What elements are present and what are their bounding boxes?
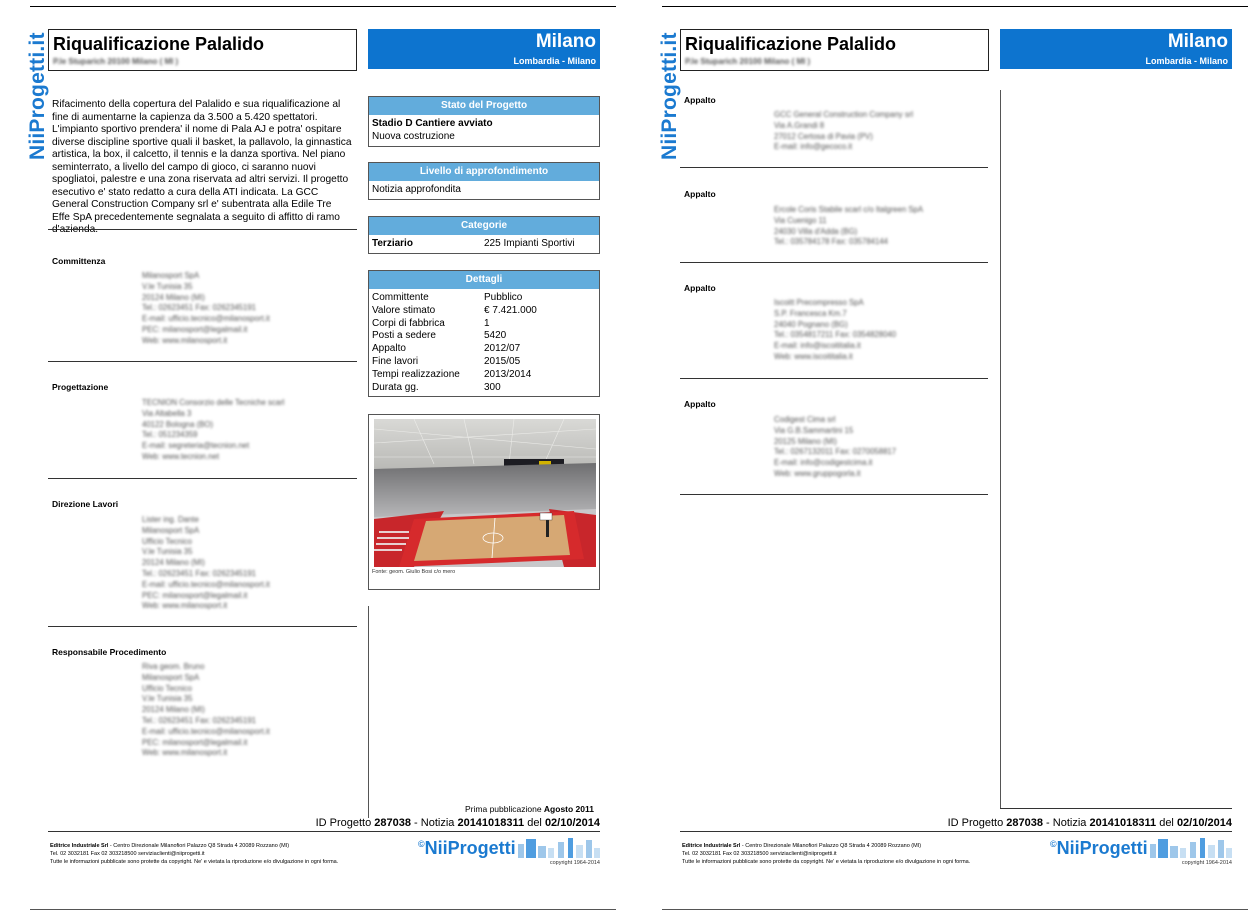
title-box xyxy=(680,29,989,71)
role-details: Iscoitt Precompresso SpA S.P. Francesca Km.7 24040 Pognano (BG) Tel.: 0354817211 Fax: 0354828040 E-mail: info@iscoititalia.it Web: www.iscoititalia.it xyxy=(774,298,897,361)
vertical-logo: NiiProgetti.it xyxy=(658,32,681,160)
dettagli-row xyxy=(372,305,596,318)
dettagli-key: Appalto xyxy=(372,343,406,355)
dettagli-value: € 7.421.000 xyxy=(484,304,537,316)
role-heading: Appalto xyxy=(684,283,716,293)
city-box xyxy=(1000,29,1232,69)
dettagli-value: 5420 xyxy=(484,330,507,342)
footer-logo: ©NiiProgetti copyright 1964-2014 xyxy=(1050,838,1232,866)
dettagli-value: 1 xyxy=(484,317,490,329)
role-heading: Committenza xyxy=(52,256,106,266)
role-heading: Appalto xyxy=(684,399,716,409)
role-details: Lister ing. Dante Milanosport SpA Ufficio Tecnico V.le Tunisia 35 20124 Milano (MI) Tel.: 02623451 Fax: 0262345191 E-mail: ufficio.tecnico@milanosport.it PEC: milanosport@legalmail.it Web: www.milanosport.it xyxy=(142,515,270,611)
panel-header: Dettagli xyxy=(369,271,599,289)
role-heading: Appalto xyxy=(684,189,716,199)
divider xyxy=(680,167,988,168)
dettagli-value: 2015/05 xyxy=(484,355,521,367)
project-address: P.le Stuparich 20100 Milano ( MI ) xyxy=(685,57,811,66)
role-details: Riva geom. Bruno Milanosport SpA Ufficio Tecnico V.le Tunisia 35 20124 Milano (MI) Tel.: 02623451 Fax: 0262345191 E-mail: ufficio.tecnico@milanosport.it PEC: milanosport@legalmail.it Web: www.milanosport.it xyxy=(142,662,270,758)
role-details: Milanosport SpA V.le Tunisia 35 20124 Milano (MI) Tel.: 02623451 Fax: 0262345191 E-mail: ufficio.tecnico@milanosport.it PEC: milanosport@legalmail.it Web: www.milanosport.it xyxy=(142,271,270,345)
stato-type: Nuova costruzione xyxy=(372,130,455,142)
column-rule xyxy=(1000,90,1001,808)
dettagli-row xyxy=(372,343,596,356)
column-rule xyxy=(368,606,369,818)
region-name: Lombardia - Milano xyxy=(1145,56,1228,66)
skyline-icon xyxy=(1150,836,1232,858)
dettagli-value: 2013/2014 xyxy=(484,368,532,380)
divider xyxy=(680,378,988,379)
categorie-panel xyxy=(368,216,600,254)
categoria-value: 225 Impianti Sportivi xyxy=(484,238,575,249)
role-details: TECNION Consorzio delle Tecniche scarl Via Altabella 3 40122 Bologna (BO) Tel.: 051234359 E-mail: segreteria@tecnion.net Web: www.tecnion.net xyxy=(142,398,285,461)
footer-info: Editrice Industriale Srl - Centro Direzionale Milanofiori Palazzo Q8 Strada 4 20089 Rozzano (MI) Tel. 02 3032181 Fax 02 303218500 serviziaclienti@niiprogetti.it Tutte le informazioni pubblicate sono protette da copyright. Ne' e vietata la riproduzione e/o divulgazione in ogni forma. xyxy=(50,843,339,865)
bottom-rule xyxy=(662,909,1248,910)
role-heading: Responsabile Procedimento xyxy=(52,647,167,657)
divider xyxy=(680,494,988,495)
livello-panel xyxy=(368,162,600,200)
arena-image xyxy=(374,419,596,567)
city-name: Milano xyxy=(1167,31,1228,52)
dettagli-key: Valore stimato xyxy=(372,304,436,316)
role-heading: Progettazione xyxy=(52,382,109,392)
vertical-logo: NiiProgetti.it xyxy=(26,32,49,160)
categoria-key: Terziario xyxy=(372,238,413,249)
dettagli-key: Corpi di fabbrica xyxy=(372,317,445,329)
dettagli-row xyxy=(372,356,596,369)
project-id-line: ID Progetto 287038 - Notizia 20141018311 del 02/10/2014 xyxy=(947,817,1232,829)
project-description: Rifacimento della copertura del Palalido e sua riqualificazione al fine di aumentarne la capienza da 3.500 a 5.420 spettatori. L'impianto sportivo prendera' il nome di Pala AJ e potra' ospitare diverse discipline sportive quali il basket, la pallavolo, la ginnastica artistica, la box, il calcetto, il tennis e la danza sportiva. Nel piano seminterrato, a livello del campo di gioco, ci saranno nuovi spogliatoi, palestre e una zona riservata ad altri servizi. Il progetto esecutivo e' stato redatto a cura della ATI indicata. La GCC General Construction Company srl e' subentrata alla Edile Tre Effe SpA precedentemente segnalata a seguito di affitto di ramo d'azienda. xyxy=(52,99,352,235)
top-rule xyxy=(30,6,616,7)
panel-header: Stato del Progetto xyxy=(369,97,599,115)
dettagli-key: Posti a sedere xyxy=(372,330,436,342)
photo-caption: Fonte: geom. Giulio Bosi c/o mero xyxy=(372,569,456,575)
role-heading: Direzione Lavori xyxy=(52,499,119,509)
dettagli-row xyxy=(372,292,596,305)
divider xyxy=(680,262,988,263)
role-heading: Appalto xyxy=(684,95,716,105)
project-id-line: ID Progetto 287038 - Notizia 20141018311 del 02/10/2014 xyxy=(315,817,600,829)
project-photo xyxy=(368,414,600,590)
divider xyxy=(1000,808,1232,809)
divider xyxy=(48,361,357,362)
bottom-rule xyxy=(30,909,616,910)
dettagli-panel xyxy=(368,270,600,397)
livello-value: Notizia approfondita xyxy=(372,184,461,195)
role-details: Codigest Cima srl Via G.B.Sammartini 15 20125 Milano (MI) Tel.: 0267132011 Fax: 0270058817 E-mail: info@codigestcima.it Web: www.gruppogorla.it xyxy=(774,415,897,478)
top-rule xyxy=(662,6,1248,7)
divider xyxy=(48,626,357,627)
footer-logo: ©NiiProgetti copyright 1964-2014 xyxy=(418,838,600,866)
role-details: GCC General Construction Company srl Via A.Grandi 8 27012 Certosa di Pavia (PV) E-mail: info@gecoco.it xyxy=(774,110,914,152)
divider xyxy=(48,229,357,230)
dettagli-key: Durata gg. xyxy=(372,381,419,393)
page-2 xyxy=(632,0,1232,912)
dettagli-key: Committente xyxy=(372,292,429,303)
dettagli-row xyxy=(372,330,596,343)
dettagli-value: 2012/07 xyxy=(484,343,521,355)
region-name: Lombardia - Milano xyxy=(513,56,596,66)
dettagli-row xyxy=(372,382,596,395)
stato-stage: Stadio D Cantiere avviato xyxy=(372,118,493,129)
dettagli-row xyxy=(372,369,596,382)
city-box xyxy=(368,29,600,69)
dettagli-value: Pubblico xyxy=(484,292,523,303)
page-1 xyxy=(0,0,600,912)
project-title: Riqualificazione Palalido xyxy=(53,34,265,54)
role-details: Ercole Coris Stabile scarl c/o Italgreen SpA Via Cuenigo 11 24030 Villa d'Adda (BG) Tel.: 035784178 Fax: 035784144 xyxy=(774,205,924,247)
project-address: P.le Stuparich 20100 Milano ( MI ) xyxy=(53,57,179,66)
panel-header: Categorie xyxy=(369,217,599,235)
city-name: Milano xyxy=(535,31,596,52)
skyline-icon xyxy=(518,836,600,858)
first-publication: Prima pubblicazione Agosto 2011 xyxy=(465,804,594,814)
stato-panel xyxy=(368,96,600,147)
project-title: Riqualificazione Palalido xyxy=(685,34,897,54)
divider xyxy=(48,831,600,832)
dettagli-value: 300 xyxy=(484,381,501,393)
divider xyxy=(48,478,357,479)
footer-info: Editrice Industriale Srl - Centro Direzionale Milanofiori Palazzo Q8 Strada 4 20089 Rozzano (MI) Tel. 02 3032181 Fax 02 303218500 serviziaclienti@niiprogetti.it Tutte le informazioni pubblicate sono protette da copyright. Ne' e vietata la riproduzione e/o divulgazione in ogni forma. xyxy=(682,843,971,865)
title-box xyxy=(48,29,357,71)
dettagli-key: Tempi realizzazione xyxy=(372,368,460,380)
divider xyxy=(680,831,1232,832)
panel-header: Livello di approfondimento xyxy=(369,163,599,181)
dettagli-row xyxy=(372,318,596,331)
dettagli-key: Fine lavori xyxy=(372,355,419,367)
